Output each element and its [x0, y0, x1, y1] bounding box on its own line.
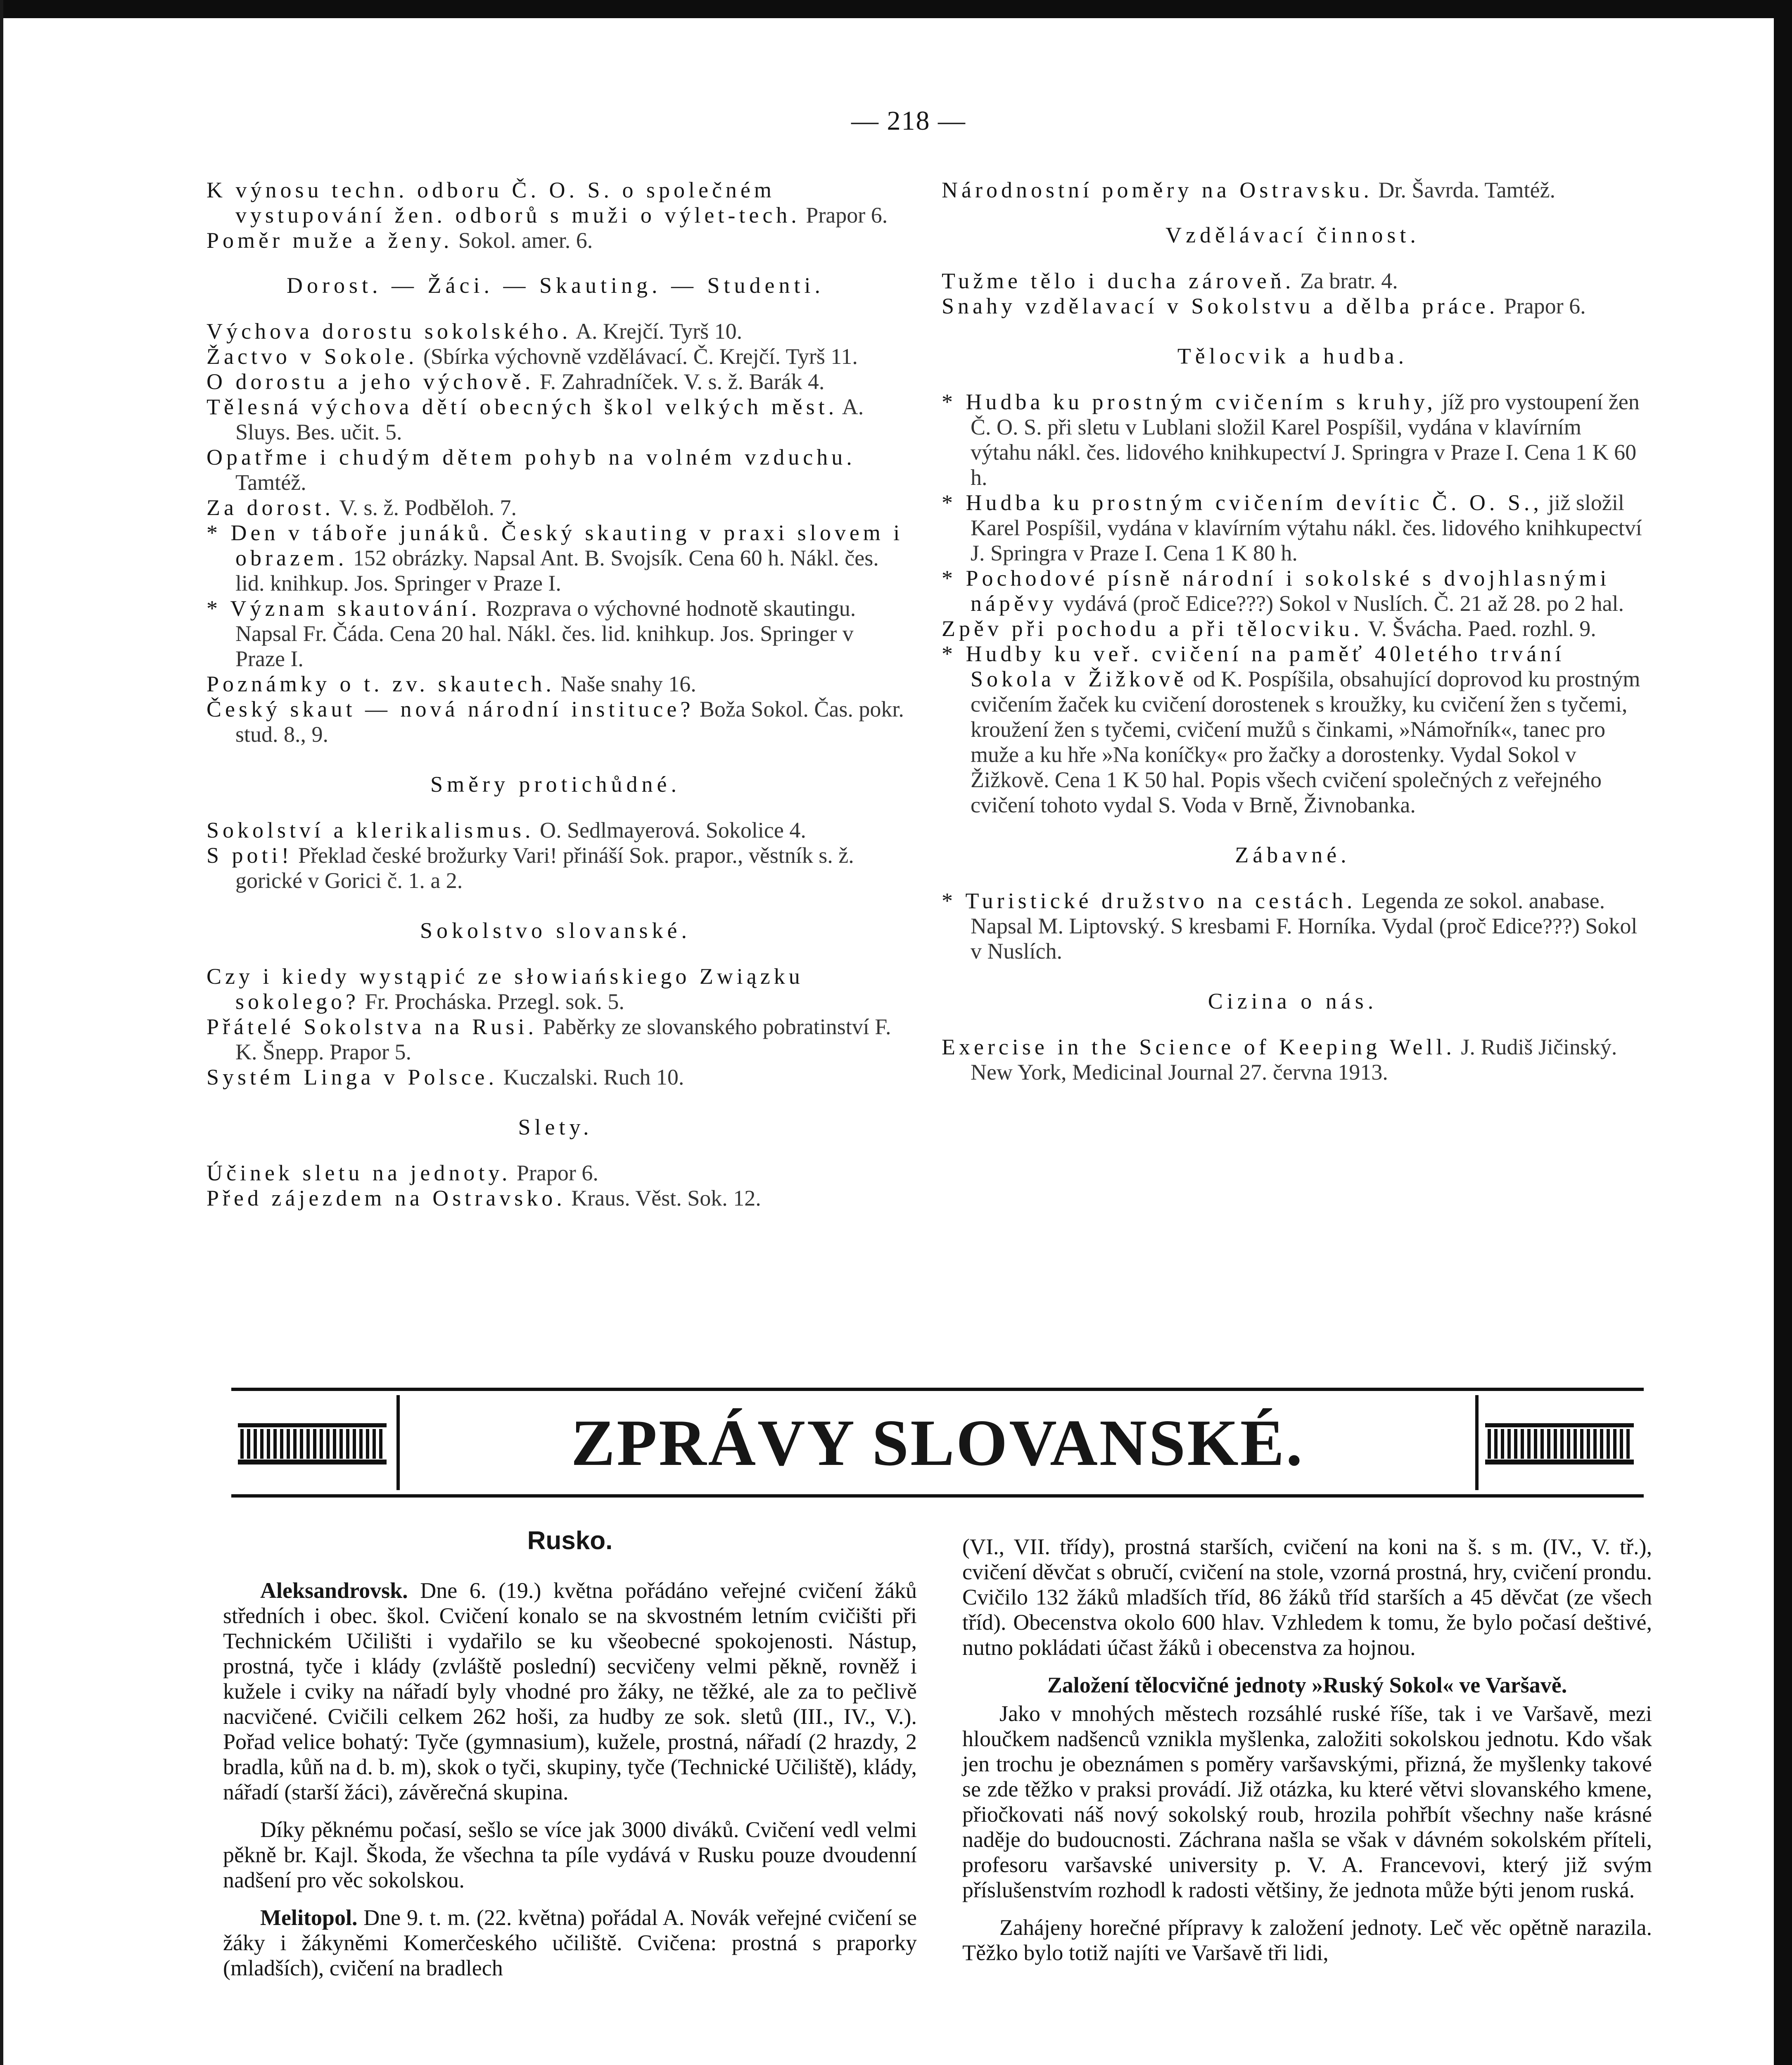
bibliography-entry: [942, 616, 1644, 641]
heading-slovanske: Sokolstvo slovanské.: [420, 918, 691, 943]
entry-title: Systém Linga v Polsce.: [206, 1065, 498, 1089]
paragraph-lead: Aleksandrovsk.: [260, 1578, 408, 1603]
bibliography-entry: [206, 1065, 904, 1090]
entry-source: Prapor 6.: [511, 1161, 598, 1185]
news-paragraph: [223, 1578, 917, 1805]
heading-dorost: Dorost. — Žáci. — Skauting. — Studenti.: [287, 273, 824, 298]
bibliography-entry: [206, 1161, 904, 1186]
entry-source: Boža Sokol. Čas. pokr. stud. 8., 9.: [235, 697, 904, 747]
bibliography-entry: [206, 520, 904, 596]
entry-title: O dorostu a jeho výchově.: [206, 369, 534, 394]
news-paragraph: Jako v mnohých městech rozsáhlé ruské říše, tak i ve Varšavě, mezi hloučkem nadšenců vznikla myšlenka, založiti sokolskou jednotu. Kdo však jen trochu je obeznámen s poměry varšavskými, přizná, že myšlenky takové se zde těžko v praksi provádí. Již otázka, ku které větvi slovanského kmene, přiočkovati náš nový sokolský roub, hrozila pohřbít všechny naše krásné naděje do budoucnosti. Záchrana našla se však v dávném sokolském příteli, profesoru varšavské university p. V. A. Francevovi, který již svým příslušenstvím rozhodl k radosti většiny, že jednota může býti jenom ruská.: [962, 1701, 1652, 1902]
entry-source: Prapor 6.: [1498, 294, 1586, 318]
bibliography-entry: [942, 1035, 1644, 1085]
entry-title: Výchova dorostu sokolského.: [206, 319, 572, 344]
paragraph-text: Dne 9. t. m. (22. května) pořádal A. Novák veřejné cvičení se žáky i žákyněmi Komerčeského učiliště. Cvičena: prostná s praporky (mladších), cvičení na bradlech: [223, 1905, 917, 1980]
zabavne-entries: [942, 888, 1644, 964]
entry-source: Tamtéž.: [235, 470, 306, 495]
entry-source: Kraus. Věst. Sok. 12.: [565, 1186, 761, 1211]
entry-source: V. Švácha. Paed. rozhl. 9.: [1362, 616, 1596, 641]
balustrade-icon: [1485, 1423, 1634, 1464]
entry-source: A. Sluys. Bes. učit. 5.: [235, 394, 864, 444]
bibliography-entry: [942, 294, 1644, 319]
dorost-entries: [206, 319, 904, 747]
scan-border-right: [1774, 0, 1792, 2065]
scan-border-left: [0, 0, 3, 2065]
bibliography-entry: [206, 818, 904, 843]
entry-source: Prapor 6.: [800, 203, 888, 228]
balustrade-ornament-right: [1475, 1395, 1644, 1490]
bibliography-entry: [206, 178, 904, 228]
bibliography-entry: [942, 888, 1644, 964]
bibliography-entry: [942, 566, 1644, 616]
bibliography-right-column: [942, 178, 1644, 1085]
entry-title: Tužme tělo i ducha zároveň.: [942, 268, 1295, 293]
banner-title: ZPRÁVY SLOVANSKÉ.: [571, 1405, 1304, 1479]
news-left-paragraphs: [223, 1578, 917, 1981]
balustrade-icon: [238, 1423, 387, 1464]
bibliography-entry: [206, 596, 904, 672]
entry-source: 152 obrázky. Napsal Ant. B. Svojsík. Cena 60 h. Nákl. čes. lid. knihkup. Jos. Springer v Praze I.: [235, 546, 879, 596]
vzdelavaci-entries: [942, 268, 1644, 319]
bibliography-entry: [206, 843, 904, 893]
entry-source: Fr. Procháska. Przegl. sok. 5.: [359, 989, 624, 1014]
entry-source: Za bratr. 4.: [1294, 268, 1398, 293]
paragraph-text: Dne 6. (19.) května pořádáno veřejné cvičení žáků středních i obec. škol. Cvičení konalo se na skvostném letním cvičišti při Technickém Učilišti i vydařilo se ku všeobecné spokojenosti. Nástup, prostná, tyče i klády (zvláště poslední) secvičeny velmi pěkně, rovněž i kužele i cviky na nářadí byly vhodné pro žáky, ne těžké, ale za to pečlivě nacvičené. Cvičili celkem 262 hoši, za hudby ze sok. sletů (III., IV., V.). Pořad velice bohatý: Tyče (gymnasium), kužele, prostná, nářadí (2 hrazdy, 2 bradla, kůň na d. b. m), skok o tyči, skupiny, tyče (Technické Učiliště), klády, nářadí (starší žáci), závěrečná skupina.: [223, 1578, 917, 1804]
heading-telocvik: Tělocvik a hudba.: [1177, 344, 1408, 368]
heading-slety: Slety.: [518, 1115, 593, 1139]
section-banner: [231, 1388, 1644, 1498]
entry-title: Poměr muže a ženy.: [206, 228, 453, 253]
heading-zabavne: Zábavné.: [1235, 843, 1351, 867]
entry-source: Sokol. amer. 6.: [453, 228, 593, 253]
bibliography-entry: [206, 964, 904, 1014]
bibliography-entry: [206, 495, 904, 520]
intro-entries: [942, 178, 1644, 203]
bibliography-entry: [942, 389, 1644, 490]
entry-source: Naše snahy 16.: [555, 672, 696, 696]
entry-title: * Hudba ku prostným cvičením devític Č. O. S.,: [942, 490, 1543, 515]
entry-title: Národnostní poměry na Ostravsku.: [942, 178, 1373, 202]
bibliography-entry: [206, 228, 904, 253]
entry-title: Snahy vzdělavací v Sokolstvu a dělba práce.: [942, 294, 1499, 318]
bibliography-entry: [942, 268, 1644, 294]
section-title-rusko: Rusko.: [527, 1526, 613, 1555]
bibliography-entry: [942, 178, 1644, 203]
entry-source: již složil Karel Pospíšil, vydána v klavírním výtahu nákl. čes. lidového knihkupectví J. Springra v Praze I. Cena 1 K 80 h.: [971, 490, 1642, 565]
news-paragraph: [223, 1817, 917, 1893]
entry-title: Český skaut — nová národní instituce?: [206, 697, 694, 722]
entry-title: Zpěv při pochodu a při tělocviku.: [942, 616, 1363, 641]
scan-border-top: [0, 0, 1792, 18]
entry-source: od K. Pospíšila, obsahující doprovod ku prostným cvičením žaček ku cvičení dorostenek s kroužky, ku cvičení žen s tyčemi, kroužení žen s tyčemi, cvičení mužů s činkami, »Námořník«, tanec pro muže a ku hře »Na koníčky« pro žačky a dorostenky. Vydal Sokol v Žižkově. Cena 1 K 50 hal. Popis všech cvičení společných z veřejného cvičení tohoto vydal S. Voda v Brně, Živnobanka.: [971, 667, 1640, 817]
entry-source: Dr. Šavrda. Tamtéž.: [1372, 178, 1555, 202]
entry-source: V. s. ž. Podběloh. 7.: [334, 495, 517, 520]
news-right-column: [962, 1534, 1652, 1978]
bibliography-entry: [206, 672, 904, 697]
entry-title: Sokolství a klerikalismus.: [206, 818, 534, 843]
entry-title: Opatřme i chudým dětem pohyb na volném vzduchu.: [206, 445, 856, 470]
entry-title: * Hudby ku veř. cvičení na paměť 40letého trvání Sokola v Žižkově: [942, 641, 1565, 691]
balustrade-ornament-left: [231, 1395, 400, 1490]
entry-title: * Turistické družstvo na cestách.: [942, 888, 1356, 913]
entry-title: Žactvo v Sokole.: [206, 344, 418, 369]
entry-source: Kuczalski. Ruch 10.: [497, 1065, 684, 1089]
entry-source: Legenda ze sokol. anabase. Napsal M. Liptovský. S kresbami F. Horníka. Vydal (proč Edice???) Sokol v Nuslích.: [971, 888, 1638, 964]
entry-title: * Význam skautování.: [206, 596, 481, 621]
news-paragraph: [223, 1905, 917, 1981]
entry-title: * Hudba ku prostným cvičením s kruhy,: [942, 389, 1436, 414]
bibliography-entry: [206, 445, 904, 495]
slovanske-entries: [206, 964, 904, 1090]
entry-title: Před zájezdem na Ostravsko.: [206, 1186, 566, 1211]
bibliography-entry: [206, 369, 904, 394]
entry-title: K výnosu techn. odboru Č. O. S. o společném vystupování žen. odborů s muži o výlet-tech.: [206, 178, 800, 228]
entry-source: Paběrky ze slovanského pobratinství F. K. Šnepp. Prapor 5.: [235, 1014, 891, 1064]
intro-entries: [206, 178, 904, 253]
bibliography-entry: [942, 490, 1644, 566]
bibliography-entry: [942, 641, 1644, 818]
entry-source: F. Zahradníček. V. s. ž. Barák 4.: [534, 369, 825, 394]
entry-source: (Sbírka výchovně vzdělávací. Č. Krejčí. Tyrš 11.: [418, 344, 858, 369]
entry-title: Účinek sletu na jednoty.: [206, 1161, 511, 1185]
page-number: — 218 —: [851, 106, 966, 136]
smery-entries: [206, 818, 904, 893]
bibliography-entry: [206, 1014, 904, 1065]
entry-title: Tělesná výchova dětí obecných škol velkých měst.: [206, 394, 838, 419]
entry-source: A. Krejčí. Tyrš 10.: [571, 319, 743, 344]
slety-entries: [206, 1161, 904, 1211]
bibliography-entry: [206, 697, 904, 747]
heading-vzdelavaci: Vzdělávací činnost.: [1165, 223, 1420, 247]
news-right-heading: Založení tělocvičné jednoty »Ruský Sokol« ve Varšavě.: [1047, 1673, 1567, 1697]
heading-cizina: Cizina o nás.: [1208, 989, 1378, 1014]
entry-title: Czy i kiedy wystąpić ze słowiańskiego Związku sokolego?: [206, 964, 804, 1014]
paragraph-text: Díky pěknému počasí, sešlo se více jak 3000 diváků. Cvičení vedl velmi pěkně br. Kajl. Škoda, že všechna ta píle vydává v Rusku pouze dvoudenní nadšení pro věc sokolskou.: [223, 1817, 917, 1892]
entry-title: * Pochodové písně národní i sokolské s dvojhlasnými nápěvy: [942, 566, 1610, 616]
entry-source: Rozprava o výchovné hodnotě skautingu. Napsal Fr. Čáda. Cena 20 hal. Nákl. čes. lid. knihkup. Jos. Springer v Praze I.: [235, 596, 856, 671]
entry-title: * Den v táboře junáků. Český skauting v praxi slovem i obrazem.: [206, 520, 904, 570]
entry-source: J. Rudiš Jičinský. New York, Medicinal Journal 27. června 1913.: [971, 1035, 1617, 1085]
news-left-column: [223, 1528, 917, 1993]
bibliography-entry: [206, 344, 904, 369]
entry-title: Za dorost.: [206, 495, 334, 520]
paragraph-lead: Melitopol.: [260, 1905, 358, 1930]
entry-title: Poznámky o t. zv. skautech.: [206, 672, 555, 696]
cizina-entries: [942, 1035, 1644, 1085]
entry-title: Exercise in the Science of Keeping Well.: [942, 1035, 1455, 1059]
news-right-intro: (VI., VII. třídy), prostná starších, cvičení na koni na š. s m. (IV., V. tř.), cvičení děvčat s obručí, cvičení na stole, vzorná prostná, hry, cvičení prondu. Cvičilo 132 žáků mladších tříd, 86 žáků tříd starších a 45 děvčat (ze všech tříd). Obecenstva okolo 600 hlav. Vzhledem k tomu, že bylo počasí deštivé, nutno pokládati účast žáků i obecenstva za hojnou.: [962, 1534, 1652, 1660]
news-right-paragraphs: [962, 1701, 1652, 1965]
entry-source: vydává (proč Edice???) Sokol v Nuslích. Č. 21 až 28. po 2 hal.: [1057, 591, 1624, 616]
entry-title: Přátelé Sokolstva na Rusi.: [206, 1014, 537, 1039]
bibliography-left-column: [206, 178, 904, 1211]
bibliography-entry: [206, 394, 904, 445]
entry-source: Překlad české brožurky Vari! přináší Sok. prapor., věstník s. ž. gorické v Gorici č. 1. a 2.: [235, 843, 854, 893]
heading-smery: Směry protichůdné.: [430, 772, 681, 797]
entry-source: jíž pro vystoupení žen Č. O. S. při sletu v Lublani složil Karel Pospíšil, vydána v klavírním výtahu nákl. čes. lidového knihkupectví J. Springra v Praze I. Cena 1 K 60 h.: [971, 389, 1640, 490]
entry-source: O. Sedlmayerová. Sokolice 4.: [534, 818, 806, 843]
bibliography-entry: [206, 319, 904, 344]
telocvik-entries: [942, 389, 1644, 818]
bibliography-entry: [206, 1186, 904, 1211]
entry-title: S poti!: [206, 843, 293, 868]
news-paragraph: Zahájeny horečné přípravy k založení jednoty. Leč věc opětně narazila. Těžko bylo totiž najíti ve Varšavě tři lidi,: [962, 1915, 1652, 1965]
